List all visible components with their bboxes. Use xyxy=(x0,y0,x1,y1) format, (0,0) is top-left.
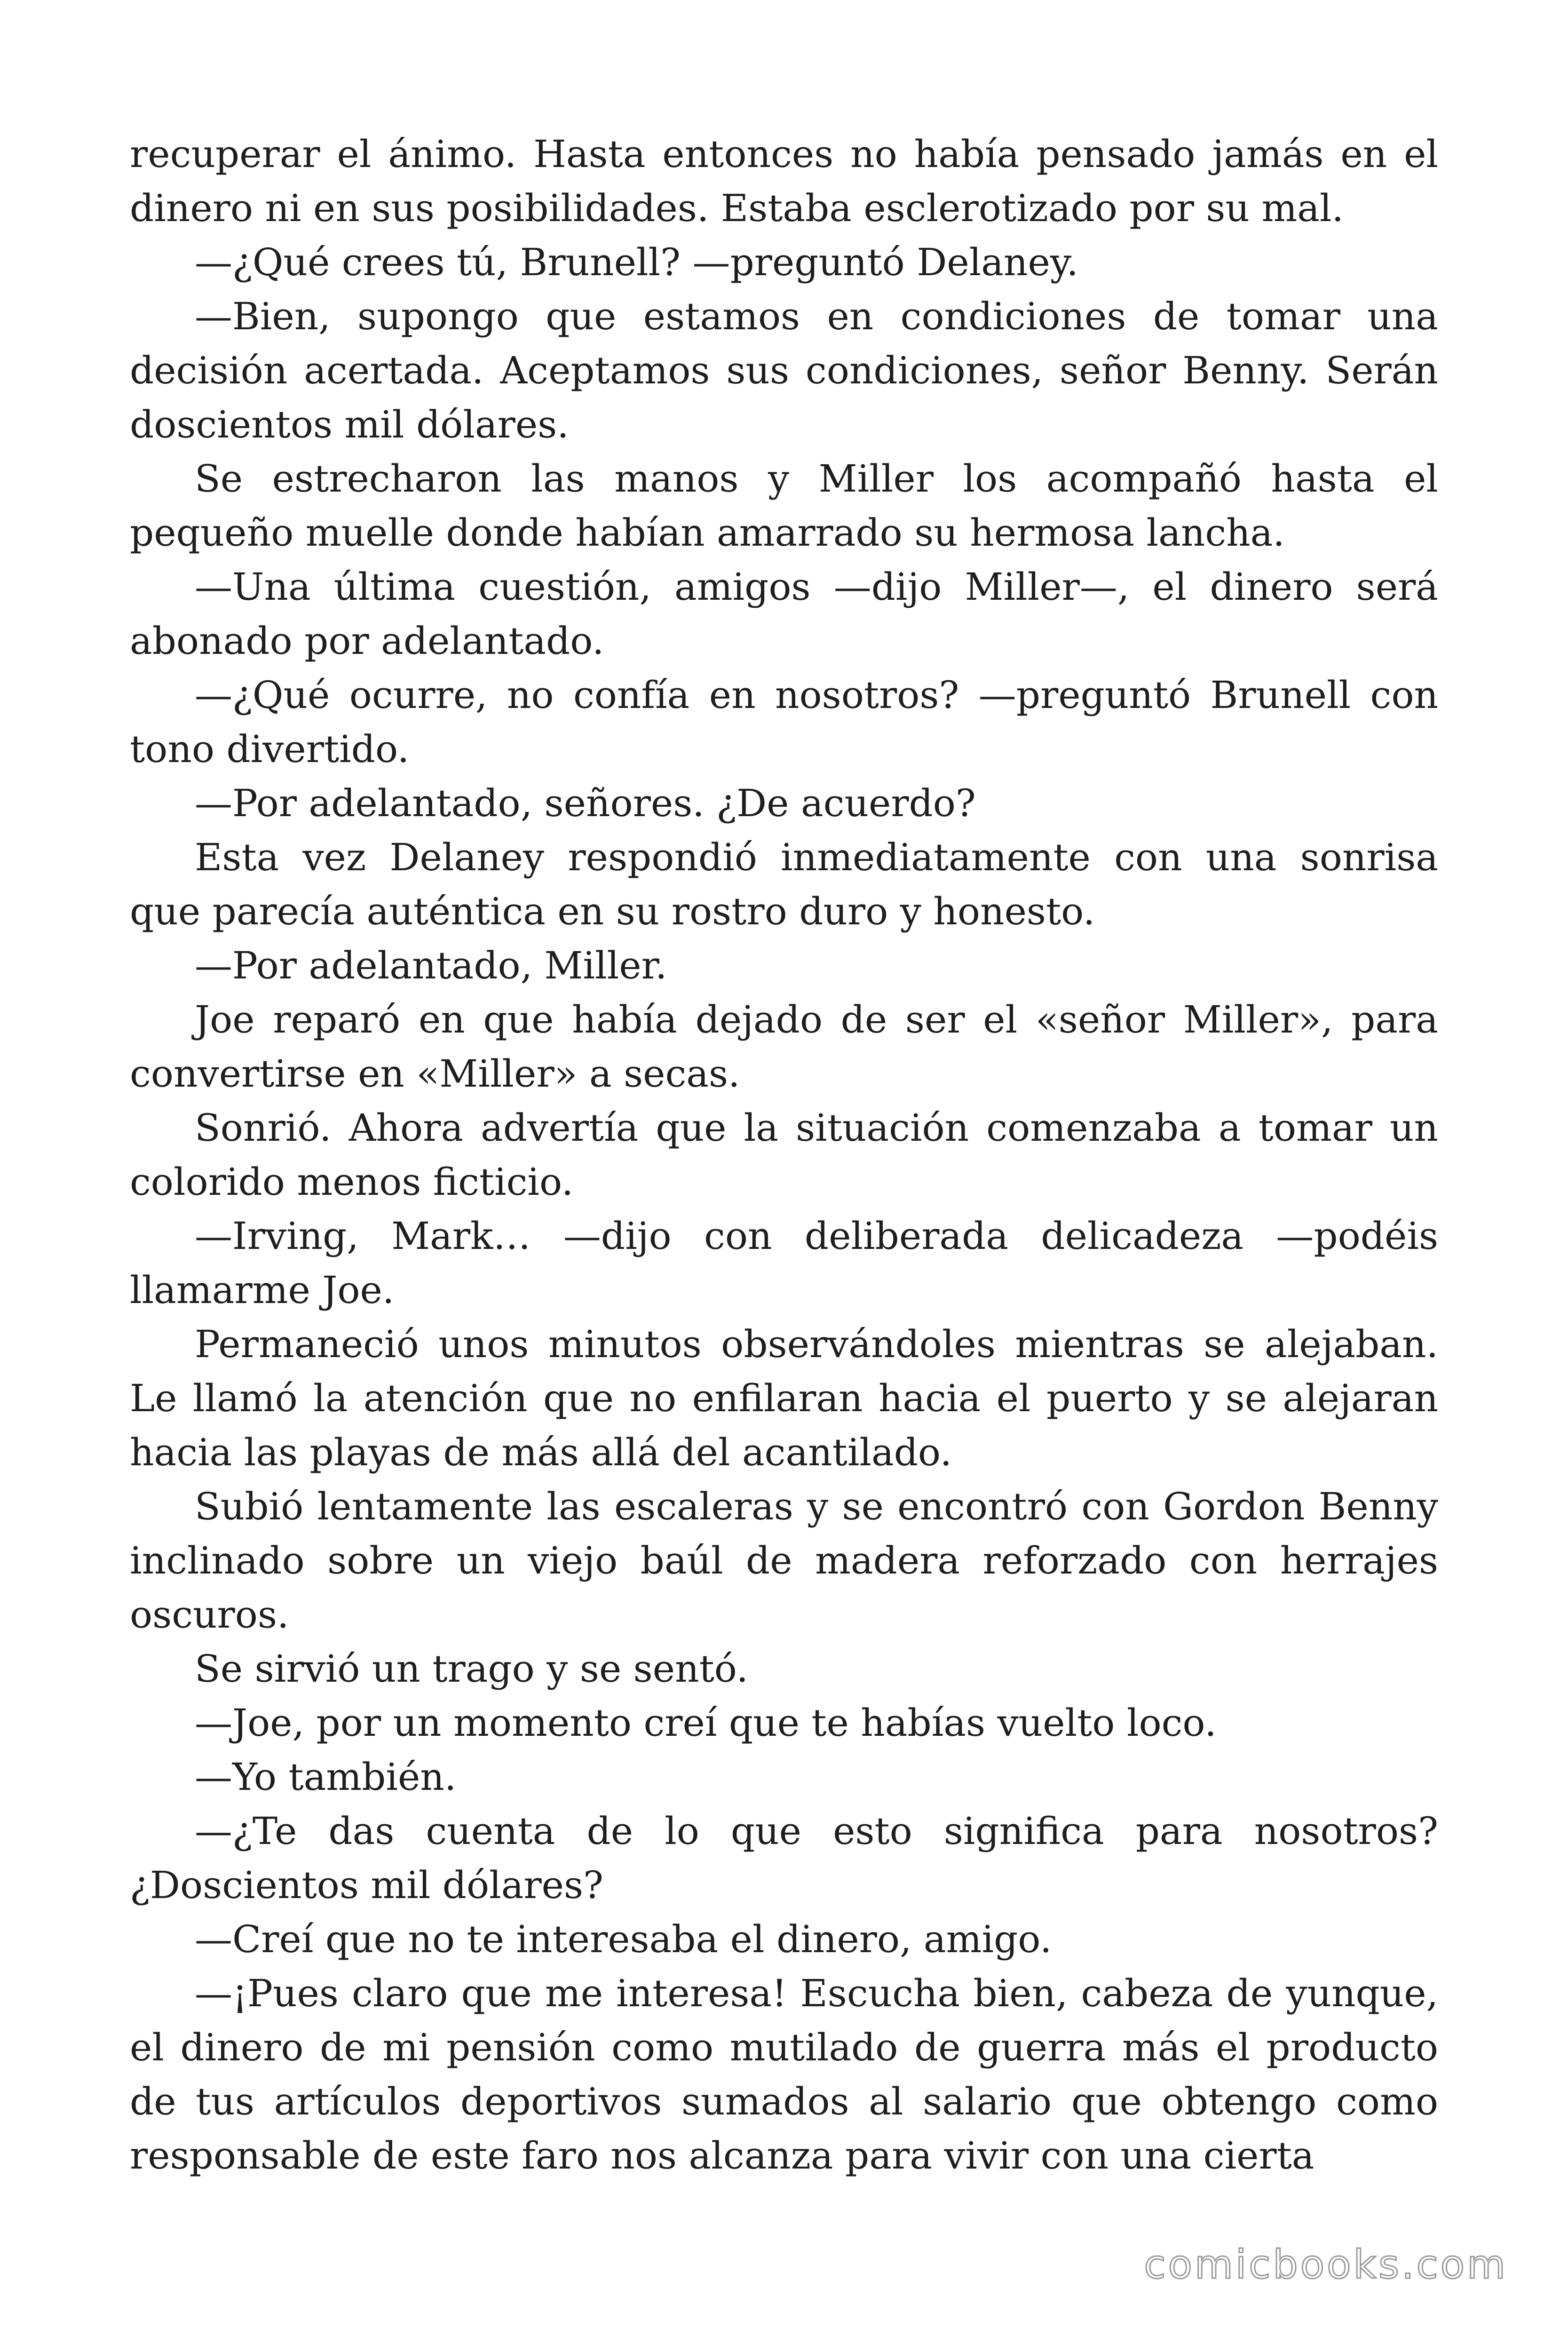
watermark: comicbooks.com xyxy=(1144,2241,1508,2288)
paragraph: —Una última cuestión, amigos —dijo Miller—, el dinero será abonado por adelantado. xyxy=(130,565,1438,663)
paragraph: Se estrecharon las manos y Miller los acompañó hasta el pequeño muelle donde habían amarrado su hermosa lancha. xyxy=(130,457,1438,555)
book-page-text xyxy=(130,127,1438,2183)
paragraph: Sonrió. Ahora advertía que la situación comenzaba a tomar un colorido menos ficticio. xyxy=(130,1106,1438,1204)
paragraph: Subió lentamente las escaleras y se encontró con Gordon Benny inclinado sobre un viejo baúl de madera reforzado con herrajes oscuros. xyxy=(130,1485,1438,1637)
paragraph: —Yo también. xyxy=(195,1755,457,1799)
paragraph: Esta vez Delaney respondió inmediatamente con una sonrisa que parecía auténtica en su rostro duro y honesto. xyxy=(130,835,1438,933)
paragraph: —¿Te das cuenta de lo que esto significa para nosotros? ¿Doscientos mil dólares? xyxy=(130,1809,1438,1907)
paragraph: —Por adelantado, señores. ¿De acuerdo? xyxy=(195,781,976,825)
paragraph: Joe reparó en que había dejado de ser el «señor Miller», para convertirse en «Miller» a secas. xyxy=(130,998,1438,1096)
paragraph: —Por adelantado, Miller. xyxy=(195,944,667,987)
paragraph: —Irving, Mark… —dijo con deliberada delicadeza —podéis llamarme Joe. xyxy=(130,1214,1438,1312)
paragraph: —Joe, por un momento creí que te habías vuelto loco. xyxy=(195,1701,1217,1745)
paragraph: recuperar el ánimo. Hasta entonces no había pensado jamás en el dinero ni en sus posibilidades. Estaba esclerotizado por su mal. xyxy=(130,132,1438,230)
paragraph: Se sirvió un trago y se sentó. xyxy=(195,1647,748,1691)
paragraph: —¿Qué crees tú, Brunell? —preguntó Delaney. xyxy=(195,240,1078,284)
paragraph: —Bien, supongo que estamos en condiciones de tomar una decisión acertada. Aceptamos sus condiciones, señor Benny. Serán doscientos mil dólares. xyxy=(130,294,1438,446)
paragraph: —¡Pues claro que me interesa! Escucha bien, cabeza de yunque, el dinero de mi pensión como mutilado de guerra más el producto de tus artículos deportivos sumados al salario que obtengo como responsable de este faro nos alcanza para vivir con una cierta xyxy=(130,1971,1438,2177)
paragraph: Permaneció unos minutos observándoles mientras se alejaban. Le llamó la atención que no enfilaran hacia el puerto y se alejaran hacia las playas de más allá del acantilado. xyxy=(130,1322,1438,1474)
paragraph: —Creí que no te interesaba el dinero, amigo. xyxy=(195,1917,1052,1961)
paragraph: —¿Qué ocurre, no confía en nosotros? —preguntó Brunell con tono divertido. xyxy=(130,673,1438,771)
